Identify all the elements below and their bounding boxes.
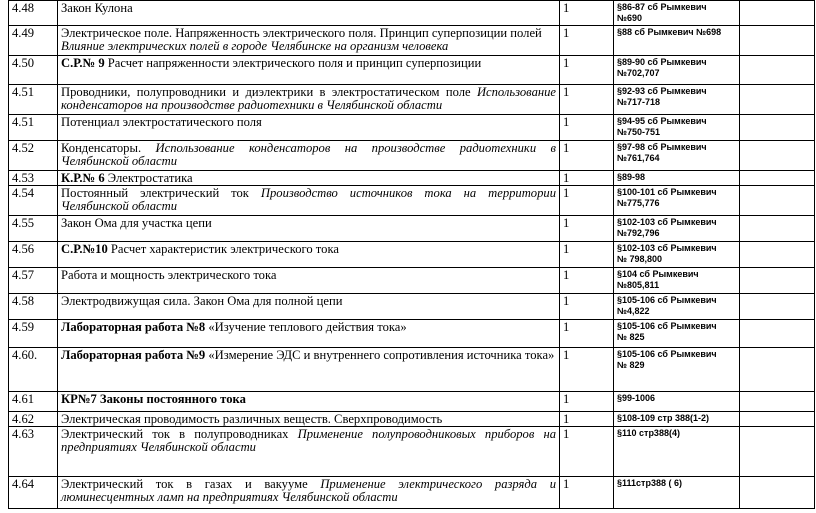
row-topic (58, 26, 560, 56)
row-topic (58, 268, 560, 294)
row-number: 4.48 (9, 1, 58, 26)
row-extra (740, 26, 815, 56)
table-row (9, 348, 815, 392)
table-row (9, 216, 815, 242)
row-topic (58, 115, 560, 141)
row-homework: §86-87 сб Рымкевич №690 (614, 1, 740, 26)
row-homework: §110 стр388(4) (614, 427, 740, 477)
topic-text: Электрическое поле. Напряженность электрического поля. Принцип суперпозиции полей (61, 26, 542, 40)
row-topic (58, 216, 560, 242)
row-extra (740, 392, 815, 412)
topic-regional-note: Применение электрического разряда и (320, 477, 556, 491)
row-extra (740, 427, 815, 477)
row-number: 4.62 (9, 412, 58, 427)
row-hours: 1 (560, 294, 614, 320)
topic-text: Конденсаторы. (61, 141, 156, 155)
row-topic (58, 392, 560, 412)
row-hours: 1 (560, 477, 614, 509)
topic-text: «Измерение ЭДС и внутреннего сопротивления источника тока» (205, 348, 555, 362)
topic-text: Проводники, полупроводники и диэлектрики в электростатическом поле (61, 85, 477, 99)
row-homework: §102-103 сб Рымкевич №792,796 (614, 216, 740, 242)
row-topic (58, 85, 560, 115)
lesson-plan-table (8, 0, 815, 509)
row-homework: §111стр388 ( 6) (614, 477, 740, 509)
row-hours: 1 (560, 115, 614, 141)
topic-regional-note: Использование (476, 85, 556, 99)
row-hours: 1 (560, 85, 614, 115)
topic-text: Электрический ток в полупроводниках (61, 427, 298, 441)
topic-regional-note: Использование конденсаторов на производстве радиотехники в (155, 141, 556, 155)
row-homework: §105-106 сб Рымкевич № 829 (614, 348, 740, 392)
row-number: 4.51 (9, 115, 58, 141)
row-extra (740, 294, 815, 320)
row-number: 4.56 (9, 242, 58, 268)
row-topic (58, 320, 560, 348)
row-topic (58, 1, 560, 26)
row-topic (58, 427, 560, 477)
table-row (9, 1, 815, 26)
topic-regional-note-cont: люминесцентных ламп на предприятиях Челябинской области (61, 490, 398, 504)
row-number: 4.51 (9, 85, 58, 115)
row-extra (740, 348, 815, 392)
row-homework: §99-1006 (614, 392, 740, 412)
topic-text: Потенциал электростатического поля (61, 115, 262, 129)
row-extra (740, 1, 815, 26)
row-hours: 1 (560, 26, 614, 56)
table-row (9, 392, 815, 412)
row-hours: 1 (560, 56, 614, 85)
row-extra (740, 85, 815, 115)
topic-text: Расчет напряженности электрического поля и принцип суперпозиции (104, 56, 482, 70)
row-number: 4.52 (9, 141, 58, 171)
work-label: КР№7 Законы постоянного тока (61, 392, 246, 406)
row-number: 4.59 (9, 320, 58, 348)
work-label: Лабораторная работа №9 (61, 348, 206, 362)
row-number: 4.61 (9, 392, 58, 412)
table-row (9, 320, 815, 348)
topic-text: «Изучение теплового действия тока» (205, 320, 407, 334)
table-row (9, 141, 815, 171)
row-homework: §89-90 сб Рымкевич №702,707 (614, 56, 740, 85)
row-hours: 1 (560, 427, 614, 477)
topic-regional-note: Применение полупроводниковых приборов на (297, 427, 557, 441)
table-row (9, 477, 815, 509)
topic-text: Закон Кулона (61, 1, 133, 15)
row-homework: §94-95 сб Рымкевич №750-751 (614, 115, 740, 141)
row-topic (58, 242, 560, 268)
table-row (9, 427, 815, 477)
row-hours: 1 (560, 268, 614, 294)
topic-regional-note-cont: Челябинской области (61, 199, 177, 213)
row-number: 4.54 (9, 186, 58, 216)
topic-regional-note-cont: предприятиях Челябинской области (61, 440, 256, 454)
row-number: 4.55 (9, 216, 58, 242)
row-homework: §102-103 сб Рымкевич № 798,800 (614, 242, 740, 268)
row-topic (58, 171, 560, 186)
row-number: 4.53 (9, 171, 58, 186)
row-hours: 1 (560, 1, 614, 26)
row-homework: §97-98 сб Рымкевич №761,764 (614, 141, 740, 171)
row-topic (58, 56, 560, 85)
row-topic (58, 186, 560, 216)
table-row (9, 171, 815, 186)
row-extra (740, 412, 815, 427)
work-label: С.Р.№10 (61, 242, 108, 256)
topic-text: Электрическая проводимость различных веществ. Сверхпроводимость (61, 412, 443, 426)
topic-text: Работа и мощность электрического тока (61, 268, 277, 282)
row-topic (58, 141, 560, 171)
row-number: 4.57 (9, 268, 58, 294)
topic-regional-note-cont: конденсаторов на производстве радиотехники в Челябинской области (61, 98, 443, 112)
row-topic (58, 477, 560, 509)
topic-regional-note-cont: Челябинской области (61, 154, 177, 168)
table-row (9, 26, 815, 56)
row-extra (740, 186, 815, 216)
row-hours: 1 (560, 320, 614, 348)
table-row (9, 242, 815, 268)
row-number: 4.63 (9, 427, 58, 477)
row-hours: 1 (560, 412, 614, 427)
topic-text: Электростатика (104, 171, 193, 185)
row-hours: 1 (560, 141, 614, 171)
row-homework: §108-109 стр 388(1-2) (614, 412, 740, 427)
row-extra (740, 216, 815, 242)
table-row (9, 268, 815, 294)
row-homework: §88 сб Рымкевич №698 (614, 26, 740, 56)
row-hours: 1 (560, 348, 614, 392)
row-homework: §105-106 сб Рымкевич №4,822 (614, 294, 740, 320)
row-extra (740, 56, 815, 85)
row-number: 4.49 (9, 26, 58, 56)
table-row (9, 294, 815, 320)
row-homework: §100-101 сб Рымкевич №775,776 (614, 186, 740, 216)
row-hours: 1 (560, 186, 614, 216)
table-row (9, 412, 815, 427)
topic-text: Расчет характеристик электрического тока (107, 242, 339, 256)
work-label: К.Р.№ 6 (61, 171, 105, 185)
row-homework: §105-106 сб Рымкевич № 825 (614, 320, 740, 348)
row-number: 4.64 (9, 477, 58, 509)
row-extra (740, 268, 815, 294)
row-extra (740, 141, 815, 171)
row-hours: 1 (560, 242, 614, 268)
table-row (9, 85, 815, 115)
work-label: С.Р.№ 9 (61, 56, 105, 70)
row-homework: §89-98 (614, 171, 740, 186)
table-row (9, 115, 815, 141)
work-label: Лабораторная работа №8 (61, 320, 206, 334)
row-number: 4.60. (9, 348, 58, 392)
table-row (9, 56, 815, 85)
topic-text: Постоянный электрический ток (61, 186, 261, 200)
row-extra (740, 320, 815, 348)
topic-text: Электродвижущая сила. Закон Ома для полной цепи (61, 294, 343, 308)
row-hours: 1 (560, 171, 614, 186)
row-extra (740, 171, 815, 186)
row-extra (740, 477, 815, 509)
topic-text: Закон Ома для участка цепи (61, 216, 212, 230)
row-number: 4.58 (9, 294, 58, 320)
topic-regional-note: Производство источников тока на территории (260, 186, 556, 200)
row-topic (58, 294, 560, 320)
row-hours: 1 (560, 392, 614, 412)
row-homework: §104 сб Рымкевич №805,811 (614, 268, 740, 294)
table-row (9, 186, 815, 216)
row-homework: §92-93 сб Рымкевич №717-718 (614, 85, 740, 115)
row-extra (740, 115, 815, 141)
row-topic (58, 412, 560, 427)
topic-regional-note: Влияние электрических полей в городе Челябинске на организм человека (61, 39, 449, 53)
row-hours: 1 (560, 216, 614, 242)
row-extra (740, 242, 815, 268)
row-topic (58, 348, 560, 392)
topic-text: Электрический ток в газах и вакууме (61, 477, 321, 491)
row-number: 4.50 (9, 56, 58, 85)
